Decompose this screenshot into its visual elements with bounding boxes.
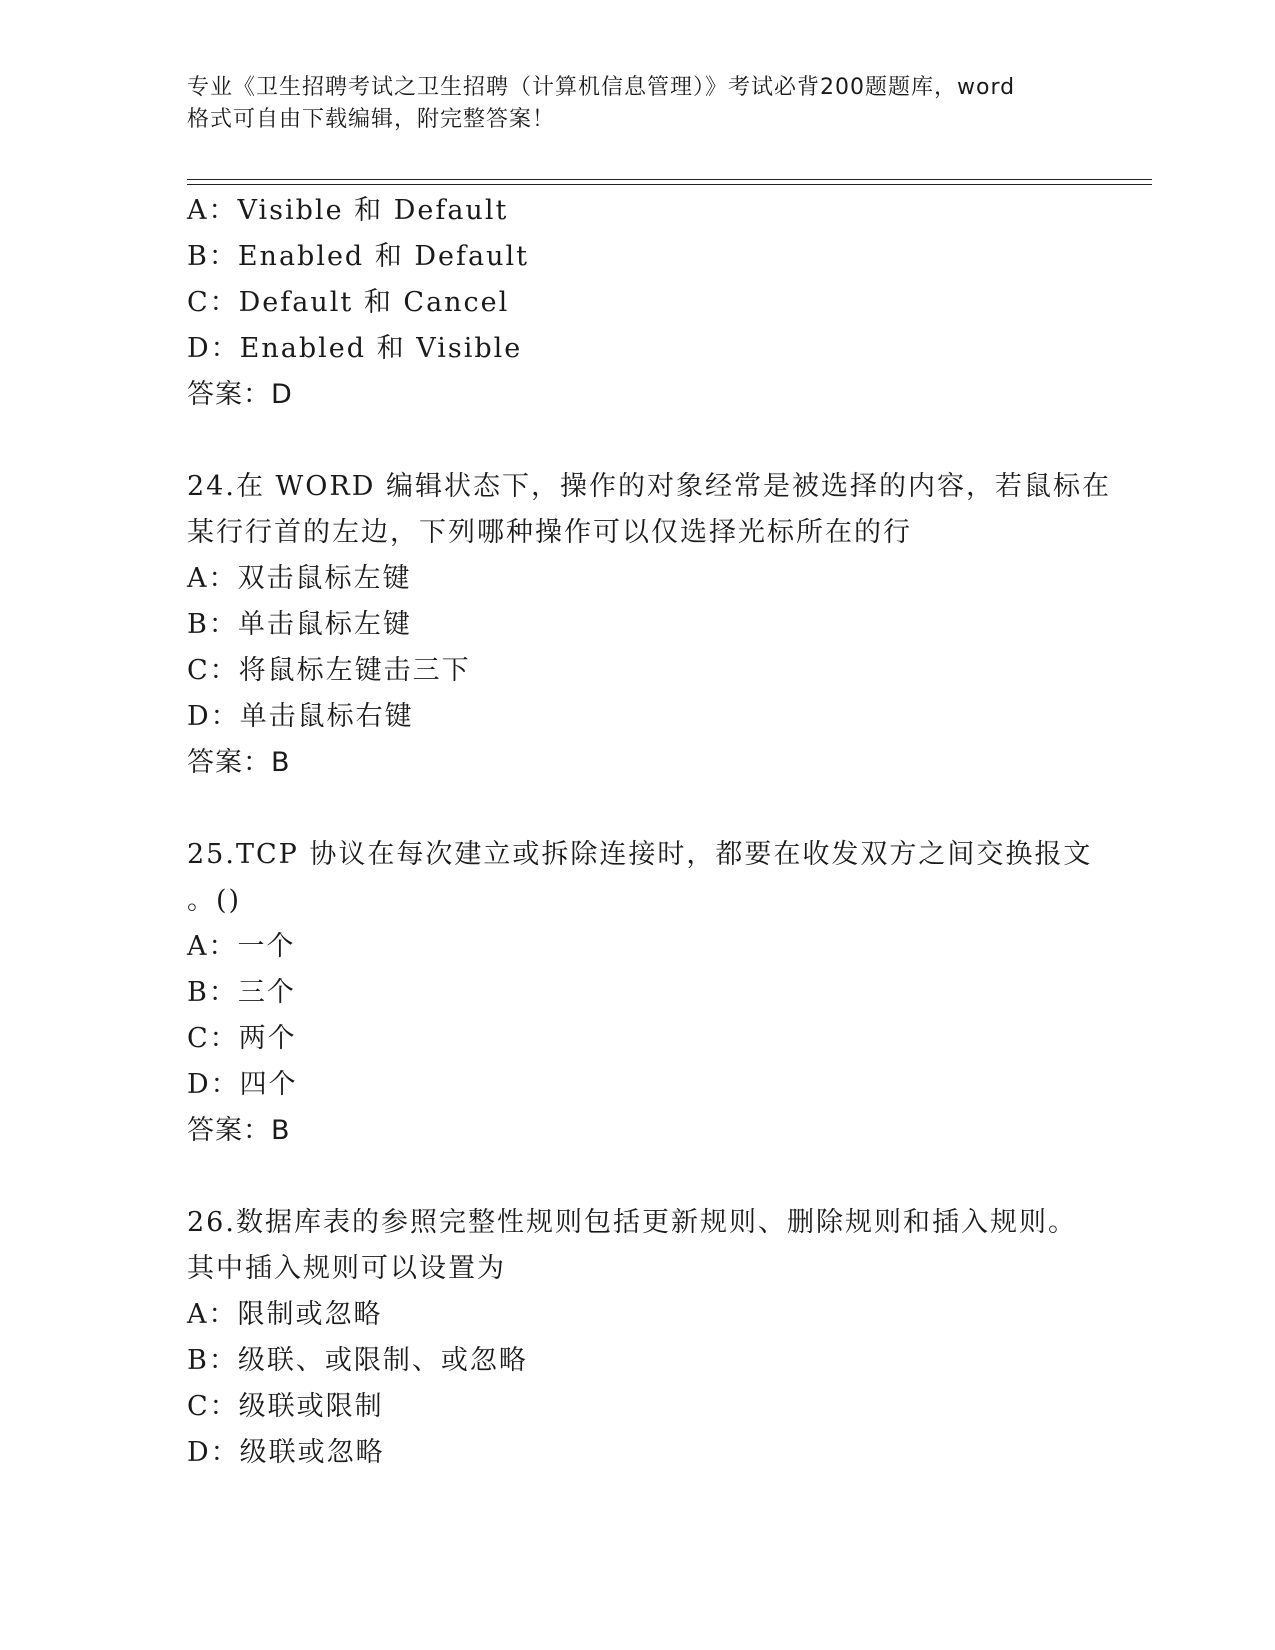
question-23 [187,188,1147,418]
option-c: C：将鼠标左键击三下 [187,655,471,686]
option-c: C：Default 和 Cancel [187,287,510,318]
option-d: D：四个 [187,1069,298,1100]
spacer [187,418,1147,464]
option-c: C：两个 [187,1023,297,1054]
spacer [187,786,1147,832]
question-25 [187,832,1147,1154]
question-list [187,188,1147,1476]
option-c: C：级联或限制 [187,1391,384,1422]
option-a: A：双击鼠标左键 [187,563,412,594]
option-a: A：一个 [187,931,296,962]
header-divider-bottom [187,184,1152,185]
question-text-line-2: 某行行首的左边，下列哪种操作可以仅选择光标所在的行 [187,517,912,548]
option-b: B：单击鼠标左键 [187,609,412,640]
option-d: D：级联或忽略 [187,1437,385,1468]
option-d: D：单击鼠标右键 [187,701,414,732]
question-text-line-2: 。() [187,885,242,916]
option-b: B：级联、或限制、或忽略 [187,1345,528,1376]
header-divider-top [187,179,1152,180]
header-line-2: 格式可自由下载编辑，附完整答案！ [187,107,556,132]
question-text-line-1: 24.在 WORD 编辑状态下，操作的对象经常是被选择的内容，若鼠标在 [187,471,1111,502]
question-text-line-2: 其中插入规则可以设置为 [187,1253,506,1284]
header-line-1: 专业《卫生招聘考试之卫生招聘（计算机信息管理）》考试必背200题题库，word [187,75,1016,100]
spacer [187,1154,1147,1200]
option-b: B：Enabled 和 Default [187,241,529,272]
question-26 [187,1200,1147,1476]
option-d: D：Enabled 和 Visible [187,333,523,364]
question-text-line-1: 26.数据库表的参照完整性规则包括更新规则、删除规则和插入规则。 [187,1207,1077,1238]
question-24 [187,464,1147,786]
question-text-line-1: 25.TCP 协议在每次建立或拆除连接时，都要在收发双方之间交换报文 [187,839,1093,870]
answer: 答案：B [187,1115,291,1146]
option-a: A：Visible 和 Default [187,195,509,226]
answer: 答案：D [187,379,293,410]
answer: 答案：B [187,747,291,778]
option-a: A：限制或忽略 [187,1299,383,1330]
document-header [187,72,1087,136]
option-b: B：三个 [187,977,296,1008]
